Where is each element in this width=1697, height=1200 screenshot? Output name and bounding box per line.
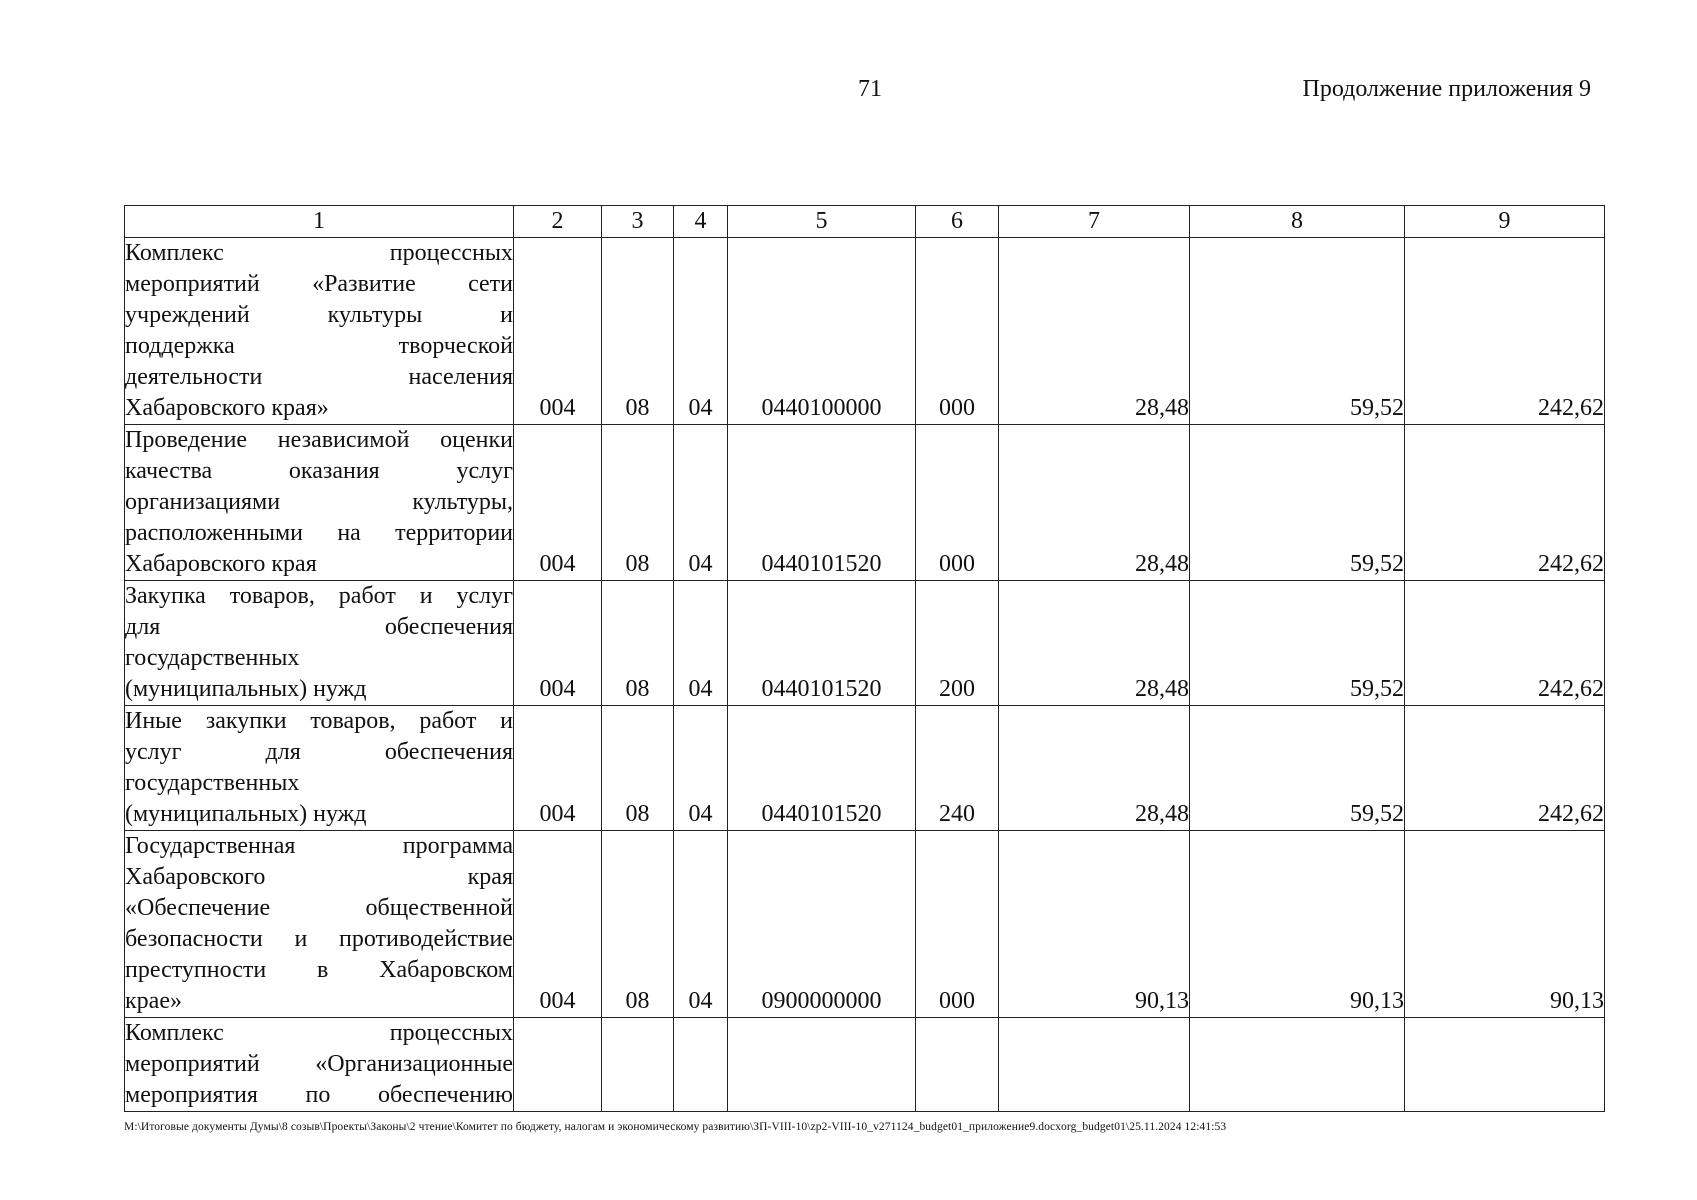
cell-c3: 08 [602, 581, 674, 706]
name-line: крае» [125, 988, 182, 1014]
row-name [125, 706, 514, 831]
cell-c6 [916, 1018, 999, 1112]
row-name [125, 425, 514, 581]
col-header-5: 5 [728, 206, 916, 238]
page-number: 71 [858, 76, 882, 102]
cell-c9: 242,62 [1405, 425, 1605, 581]
cell-c4: 04 [674, 581, 728, 706]
cell-c6: 240 [916, 706, 999, 831]
name-line: государственных [125, 770, 300, 796]
cell-c9: 242,62 [1405, 706, 1605, 831]
file-path-footer: M:\Итоговые документы Думы\8 созыв\Проекты\Законы\2 чтение\Комитет по бюджету, налогам и экономическому развитию\ЗП-VIII-10\zp2-VIII-10_v271124_budget01_приложение9.docxorg_budget01\25.11.2024 12:41:53 [124, 1121, 1227, 1133]
cell-c3: 08 [602, 425, 674, 581]
name-line: мероприятий «Организационные [125, 1051, 513, 1077]
col-header-6: 6 [916, 206, 999, 238]
cell-c6: 200 [916, 581, 999, 706]
cell-c7: 28,48 [999, 581, 1190, 706]
row-name [125, 581, 514, 706]
name-line: Хабаровского края [125, 864, 513, 890]
row-name [125, 1018, 514, 1112]
cell-c4: 04 [674, 425, 728, 581]
cell-c5: 0900000000 [728, 831, 916, 1018]
cell-c4 [674, 1018, 728, 1112]
cell-c8: 59,52 [1190, 238, 1405, 425]
name-line: (муниципальных) нужд [125, 676, 367, 702]
col-header-7: 7 [999, 206, 1190, 238]
cell-c2: 004 [514, 238, 602, 425]
cell-c7: 28,48 [999, 238, 1190, 425]
col-header-8: 8 [1190, 206, 1405, 238]
name-line: преступности в Хабаровском [125, 957, 513, 983]
col-header-4: 4 [674, 206, 728, 238]
cell-c7: 90,13 [999, 831, 1190, 1018]
cell-c8: 59,52 [1190, 581, 1405, 706]
col-header-2: 2 [514, 206, 602, 238]
cell-c5: 0440101520 [728, 706, 916, 831]
cell-c2: 004 [514, 831, 602, 1018]
table-row [125, 1018, 1605, 1112]
name-line: мероприятия по обеспечению [125, 1082, 513, 1108]
cell-c5: 0440101520 [728, 425, 916, 581]
name-line: Комплекс процессных [125, 1020, 513, 1046]
cell-c7: 28,48 [999, 425, 1190, 581]
cell-c2: 004 [514, 706, 602, 831]
cell-c5 [728, 1018, 916, 1112]
name-line: для обеспечения [125, 614, 513, 640]
name-line: услуг для обеспечения [125, 739, 513, 765]
cell-c5: 0440100000 [728, 238, 916, 425]
cell-c2: 004 [514, 581, 602, 706]
name-line: качества оказания услуг [125, 458, 513, 484]
name-line: деятельности населения [125, 364, 513, 390]
name-line: государственных [125, 645, 300, 671]
cell-c3: 08 [602, 706, 674, 831]
cell-c4: 04 [674, 831, 728, 1018]
name-line: расположенными на территории [125, 520, 513, 546]
name-line: организациями культуры, [125, 489, 513, 515]
cell-c2: 004 [514, 425, 602, 581]
col-header-1: 1 [125, 206, 514, 238]
cell-c6: 000 [916, 425, 999, 581]
cell-c9: 90,13 [1405, 831, 1605, 1018]
cell-c9 [1405, 1018, 1605, 1112]
name-line: (муниципальных) нужд [125, 801, 367, 827]
table-row [125, 425, 1605, 581]
name-line: Проведение независимой оценки [125, 427, 513, 453]
budget-table [124, 205, 1605, 1112]
cell-c6: 000 [916, 238, 999, 425]
cell-c6: 000 [916, 831, 999, 1018]
table-row [125, 581, 1605, 706]
cell-c8: 59,52 [1190, 425, 1405, 581]
cell-c4: 04 [674, 706, 728, 831]
name-line: Комплекс процессных [125, 240, 513, 266]
cell-c8 [1190, 1018, 1405, 1112]
cell-c8: 59,52 [1190, 706, 1405, 831]
row-name [125, 238, 514, 425]
continuation-label: Продолжение приложения 9 [1302, 76, 1591, 102]
cell-c7 [999, 1018, 1190, 1112]
cell-c7: 28,48 [999, 706, 1190, 831]
cell-c9: 242,62 [1405, 238, 1605, 425]
cell-c2 [514, 1018, 602, 1112]
cell-c5: 0440101520 [728, 581, 916, 706]
name-line: Хабаровского края» [125, 395, 329, 421]
name-line: Государственная программа [125, 833, 513, 859]
table-row [125, 831, 1605, 1018]
table-row [125, 706, 1605, 831]
cell-c3: 08 [602, 831, 674, 1018]
name-line: «Обеспечение общественной [125, 895, 513, 921]
col-header-9: 9 [1405, 206, 1605, 238]
name-line: Иные закупки товаров, работ и [125, 708, 513, 734]
cell-c9: 242,62 [1405, 581, 1605, 706]
name-line: Закупка товаров, работ и услуг [125, 583, 513, 609]
cell-c3 [602, 1018, 674, 1112]
name-line: учреждений культуры и [125, 302, 513, 328]
name-line: безопасности и противодействие [125, 926, 513, 952]
header-row [125, 206, 1605, 238]
row-name [125, 831, 514, 1018]
name-line: мероприятий «Развитие сети [125, 271, 513, 297]
cell-c8: 90,13 [1190, 831, 1405, 1018]
name-line: поддержка творческой [125, 333, 513, 359]
col-header-3: 3 [602, 206, 674, 238]
name-line: Хабаровского края [125, 551, 317, 577]
cell-c3: 08 [602, 238, 674, 425]
table-row [125, 238, 1605, 425]
cell-c4: 04 [674, 238, 728, 425]
